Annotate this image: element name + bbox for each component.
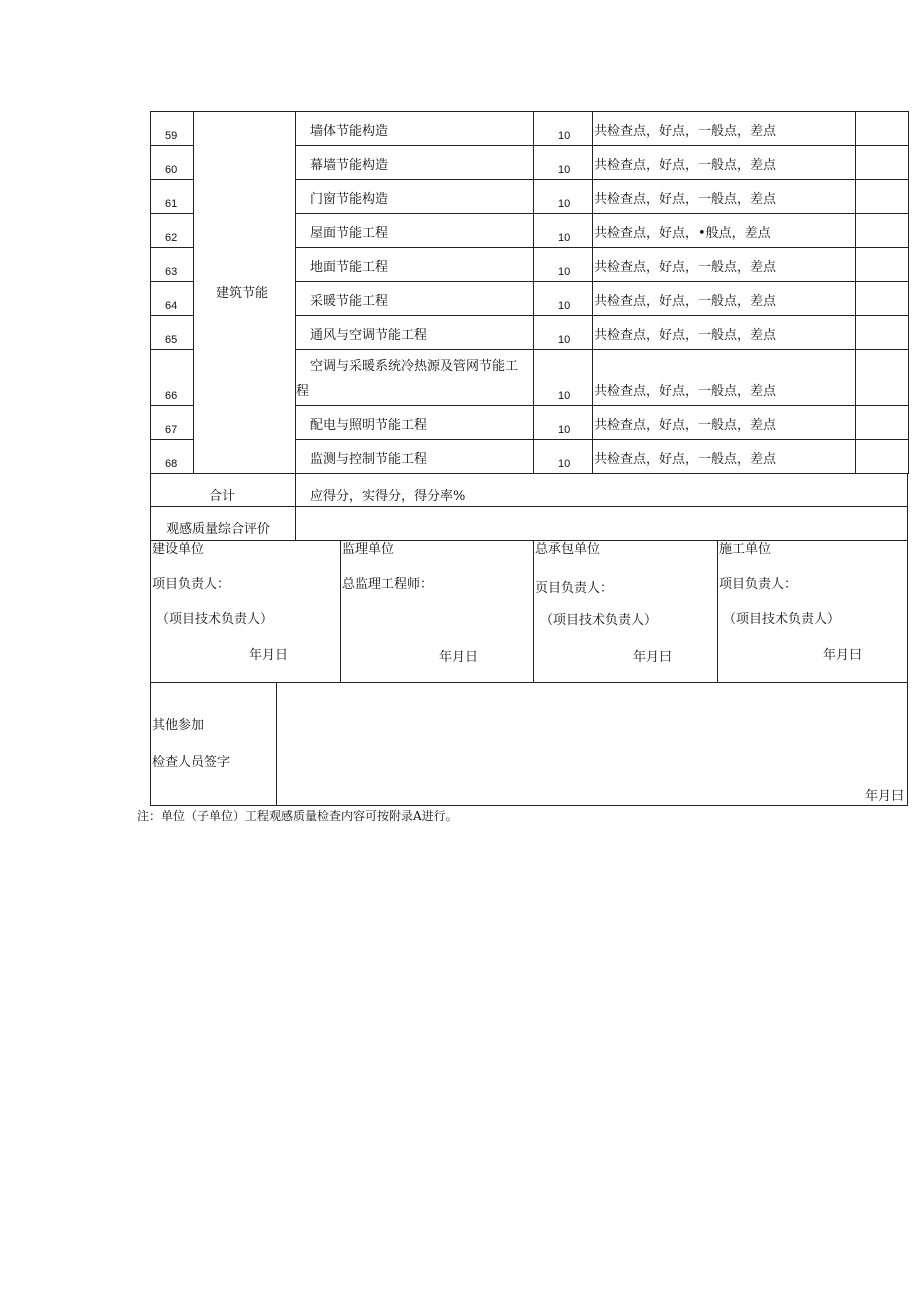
sig-date: 年月曰 [823,648,863,663]
sig-date: 年月日 [249,648,289,663]
others-date: 年月曰 [865,789,905,804]
sig-date: 年月曰 [633,650,673,665]
item-cell [295,349,534,406]
footnote: 注：单位（子单位）工程观感质量检查内容可按附录A进行。 [137,809,458,823]
others-block [150,682,908,806]
sig-role: 总监理工程师： [342,577,434,592]
row-number: 64 [165,300,178,312]
check-text: 共检查点，好点，一般点，差点 [594,328,777,343]
item-name: 墙体节能构造 [310,124,389,139]
item-name: 空调与采暖系统冷热源及管网节能工 [310,359,519,374]
remark-cell [855,281,909,316]
item-name: 配电与照明节能工程 [310,418,428,433]
sig-sub: （项目技术负责人） [723,612,841,627]
overall-label: 观感质量综合评价 [166,522,271,537]
remark-cell [855,145,909,180]
row-number: 59 [165,130,178,142]
check-text: 共检查点，好点，•般点，差点 [594,226,771,241]
check-text: 共检查点，好点，一般点，差点 [594,260,777,275]
sig-date: 年月日 [439,650,479,665]
remark-cell [855,315,909,350]
sig-sub: （项目技术负责人） [540,613,658,628]
row-number: 65 [165,334,178,346]
item-name: 采暖节能工程 [310,294,389,309]
row-number: 63 [165,266,178,278]
sig-unit: 施工单位 [719,542,772,557]
check-text: 共检查点，好点，一般点，差点 [594,452,777,467]
sig-role: 项目负责人： [152,577,231,592]
total-value: 应得分，实得分，得分率% [310,489,466,504]
check-text: 共检查点，好点，一般点，差点 [594,294,777,309]
item-score: 10 [558,458,571,470]
row-number: 60 [165,164,178,176]
others-label: 其他参加 [152,718,205,733]
item-name: 监测与控制节能工程 [310,452,428,467]
item-score: 10 [558,232,571,244]
total-label: 合计 [209,489,236,504]
total-row [150,473,908,507]
check-text: 共检查点，好点，一般点，差点 [594,192,777,207]
item-name: 门窗节能构造 [310,192,389,207]
category-label: 建筑节能 [216,285,269,300]
row-number: 66 [165,390,178,402]
item-score: 10 [558,424,571,436]
sig-unit: 监理单位 [342,542,395,557]
item-name: 通风与空调节能工程 [310,328,428,343]
check-text: 共检查点，好点，一般点，差点 [594,418,777,433]
row-number: 67 [165,424,178,436]
item-score: 10 [558,198,571,210]
item-name: 地面节能工程 [310,260,389,275]
item-score: 10 [558,164,571,176]
check-text: 共检查点，好点，一般点，差点 [594,384,777,399]
item-score: 10 [558,130,571,142]
row-number: 61 [165,198,178,210]
sig-role: 页目负责人： [535,581,614,596]
item-name: 幕墙节能构造 [310,158,389,173]
row-number: 68 [165,458,178,470]
remark-cell [855,111,909,146]
sig-sub: （项目技术负责人） [156,612,274,627]
sig-unit: 总承包单位 [535,542,601,557]
check-text: 共检查点，好点，一般点，差点 [594,124,777,139]
item-score: 10 [558,300,571,312]
remark-cell [855,439,909,474]
row-number: 62 [165,232,178,244]
item-score: 10 [558,334,571,346]
item-name: 屋面节能工程 [310,226,389,241]
remark-cell [855,213,909,248]
item-score: 10 [558,266,571,278]
check-text: 共检查点，好点，一般点，差点 [594,158,777,173]
remark-cell [855,247,909,282]
sig-role: 项目负责人： [719,577,798,592]
item-score: 10 [558,390,571,402]
remark-cell [855,405,909,440]
remark-cell [855,349,909,406]
sig-unit: 建设单位 [152,542,205,557]
item-name-cont: 程 [296,384,310,399]
others-label: 检查人员签字 [152,755,231,770]
remark-cell [855,179,909,214]
